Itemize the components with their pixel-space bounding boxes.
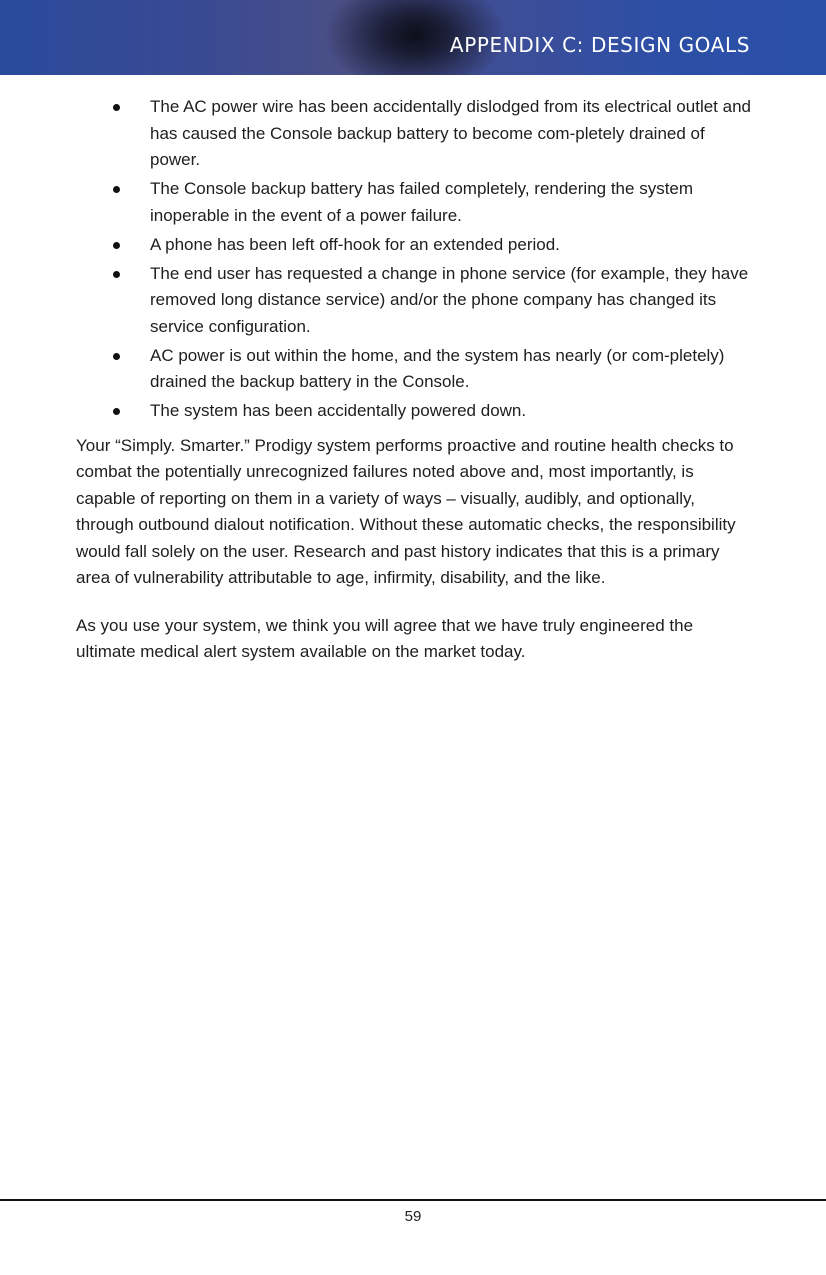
page-number: 59: [404, 1208, 422, 1225]
list-item-text: The system has been accidentally powered down.: [150, 401, 527, 420]
bullet-icon: [113, 408, 120, 415]
list-item: [76, 343, 751, 396]
bullet-icon: [113, 271, 120, 278]
body-paragraph-health-checks: Your “Simply. Smarter.” Prodigy system performs proactive and routine health checks to combat the potentially unrecognized failures noted above and, most importantly, is capable of reporting on them in a variety of ways – visually, audibly, and optionally, through outbound dialout notification. Without these automatic checks, the responsibility would fall solely on the user. Research and past history indicates that this is a primary area of vulnerability attributable to age, infirmity, disability, and the like.: [76, 435, 736, 587]
list-item-text: The Console backup battery has failed completely, rendering the system inoperable in the event of a power failure.: [150, 179, 694, 225]
page-title: APPENDIX C: DESIGN GOALS: [449, 33, 750, 57]
body-paragraph-closing: As you use your system, we think you will agree that we have truly engineered the ultimate medical alert system available on the market today.: [76, 615, 694, 661]
list-item-text: AC power is out within the home, and the system has nearly (or com-pletely) drained the backup battery in the Console.: [150, 345, 725, 391]
list-item: [76, 94, 751, 174]
page-content: [76, 94, 751, 666]
bullet-icon: [113, 104, 120, 111]
footer-divider: [0, 1199, 826, 1201]
list-item: [76, 398, 751, 425]
bullet-icon: [113, 242, 120, 249]
list-item-text: A phone has been left off-hook for an extended period.: [150, 234, 560, 254]
list-item: [76, 176, 751, 229]
list-item-text: The AC power wire has been accidentally dislodged from its electrical outlet and has caused the Console backup battery to become com-pletely drained of power.: [150, 97, 751, 169]
bullet-list: [76, 94, 751, 425]
list-item: [76, 261, 751, 341]
list-item-text: The end user has requested a change in phone service (for example, they have removed long distance service) and/or the phone company has changed its service configuration.: [150, 263, 749, 336]
header-banner: [0, 0, 826, 75]
bullet-icon: [113, 353, 120, 360]
bullet-icon: [113, 186, 120, 193]
list-item: [76, 232, 751, 259]
